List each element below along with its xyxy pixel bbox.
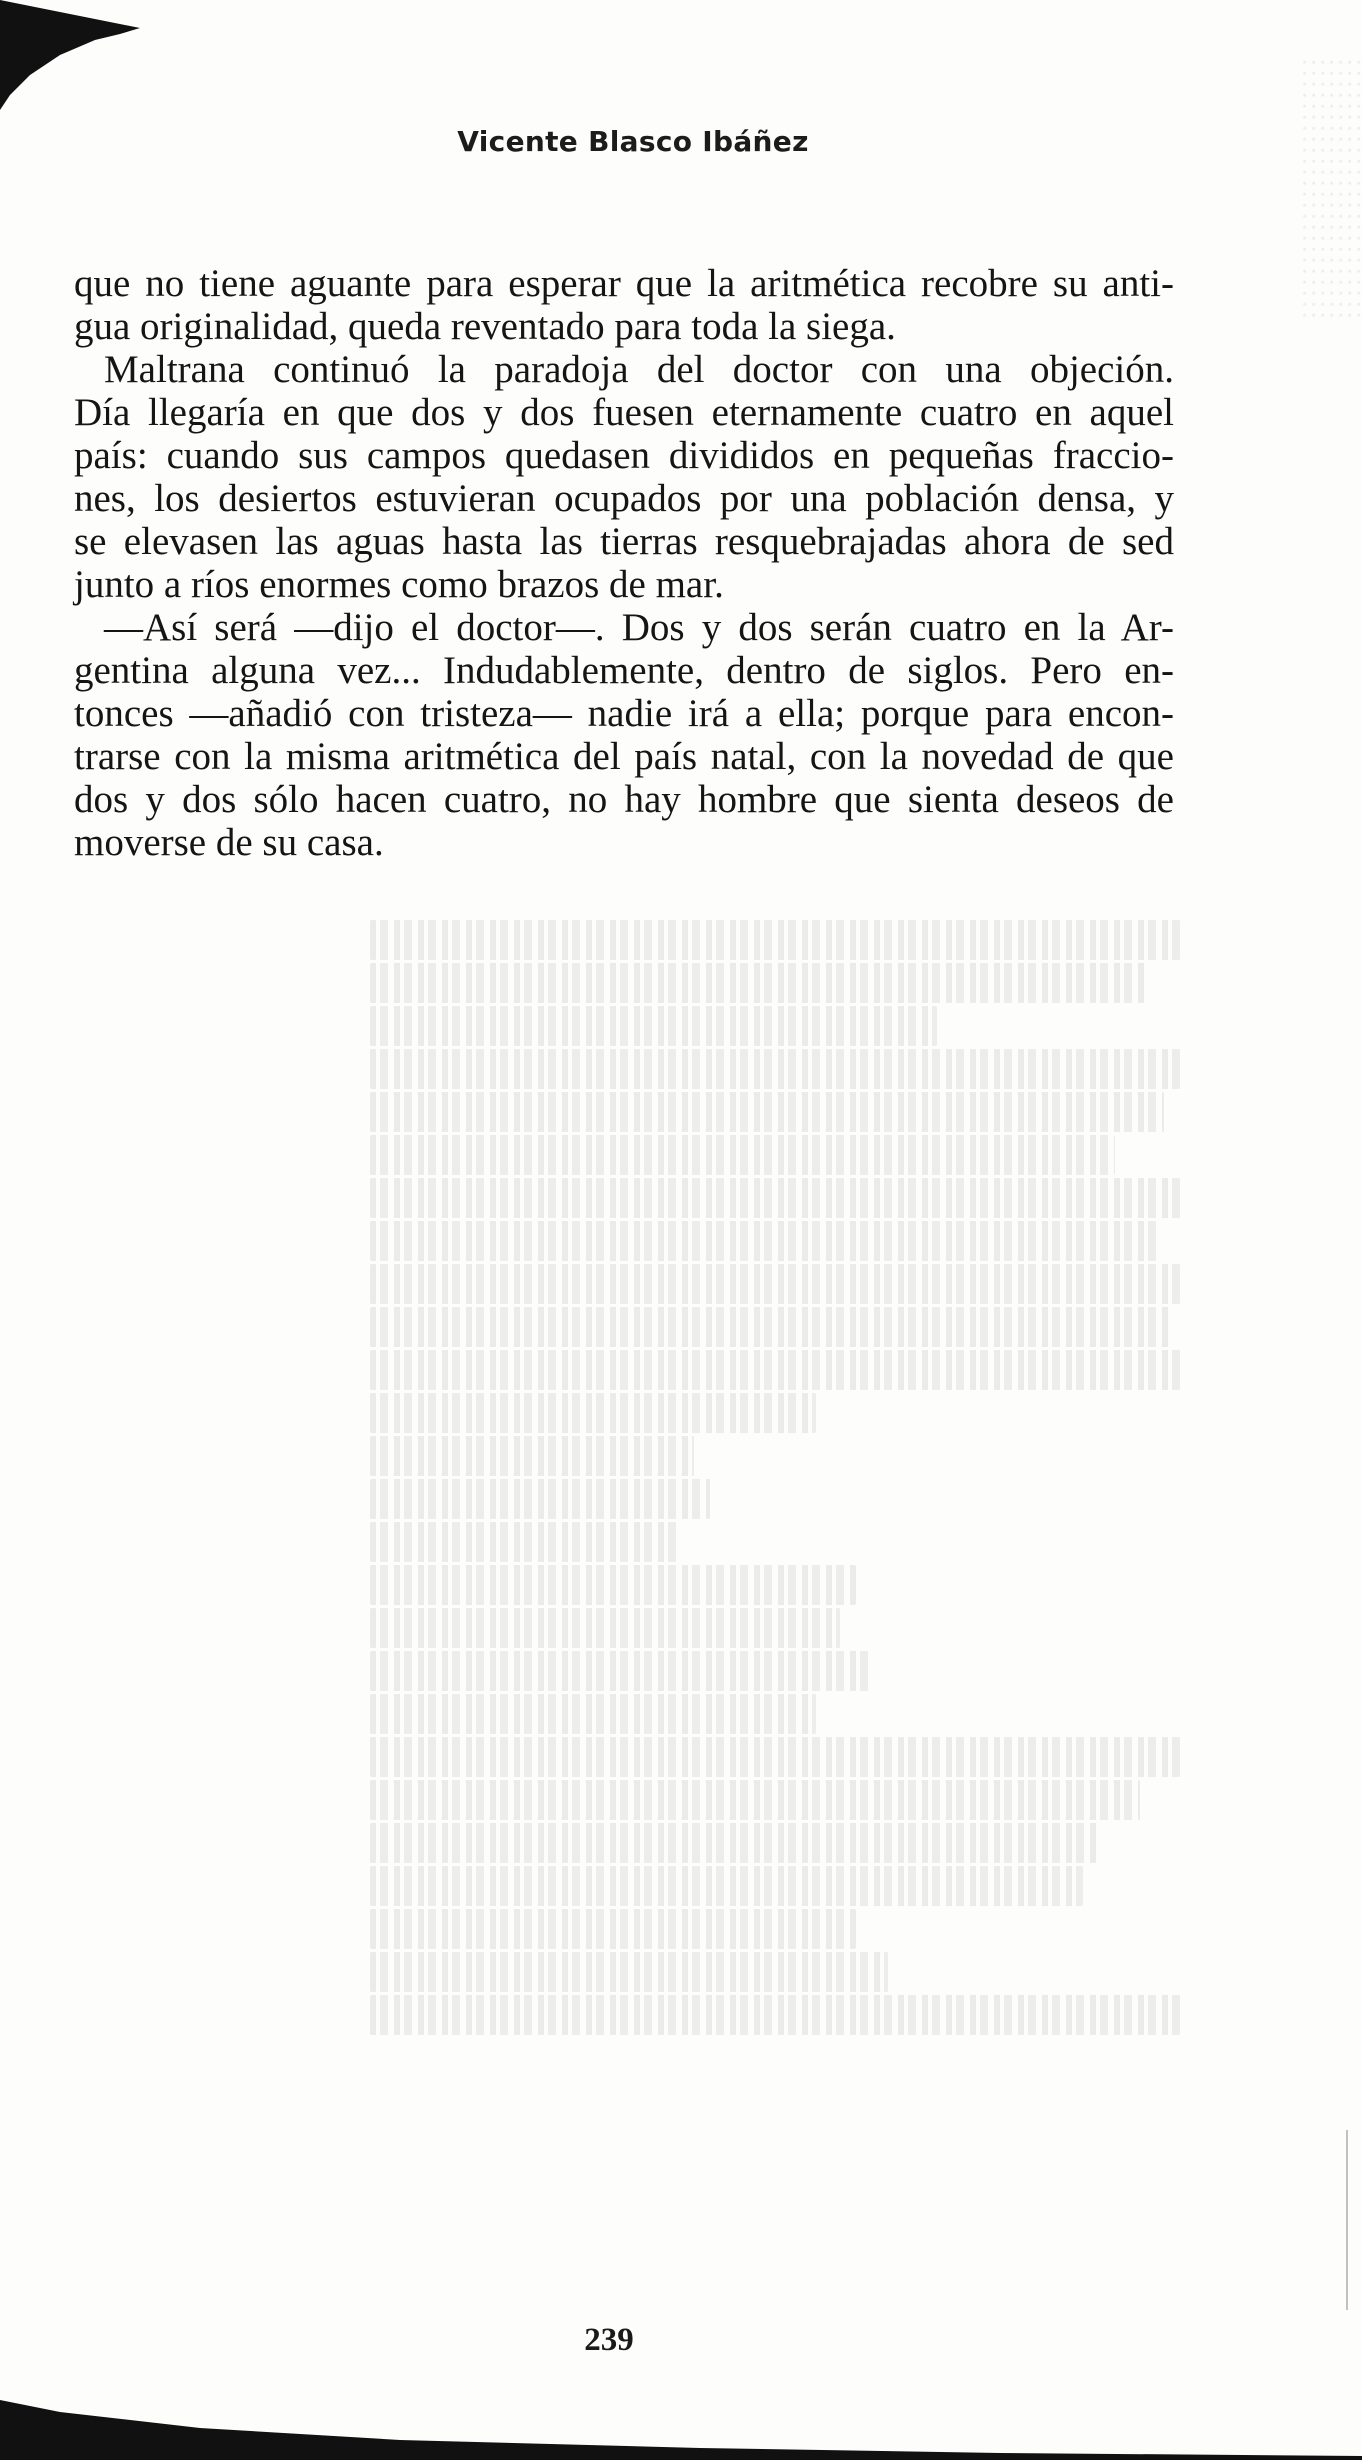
text-line: moverse de su casa.	[74, 821, 384, 864]
bleed-through-text	[370, 920, 1180, 2050]
text-line: se elevasen las aguas hasta las tierras resquebrajadas ahora de sed	[74, 520, 1174, 563]
page-number	[0, 2322, 1362, 2359]
text-line: dos y dos sólo hacen cuatro, no hay hombre que sienta deseos de	[74, 778, 1174, 821]
author-name: Vicente Blasco Ibáñez	[457, 125, 809, 158]
text-line: Maltrana continuó la paradoja del doctor con una objeción.	[104, 348, 1174, 391]
text-line: que no tiene aguante para esperar que la aritmética recobre su anti-	[74, 262, 1174, 305]
scan-speckles	[1302, 60, 1362, 320]
scan-edge-line	[1346, 2130, 1348, 2310]
text-line: trarse con la misma aritmética del país natal, con la novedad de que	[74, 735, 1174, 778]
body-text	[74, 262, 1174, 864]
scan-corner-shadow	[0, 0, 140, 110]
text-line: gentina alguna vez... Indudablemente, dentro de siglos. Pero en-	[74, 649, 1174, 692]
text-line: país: cuando sus campos quedasen divididos en pequeñas fraccio-	[74, 434, 1174, 477]
running-head	[0, 125, 1362, 158]
scan-bottom-shadow	[0, 2370, 1362, 2460]
page-number-label: 239	[584, 2322, 634, 2358]
text-line: gua originalidad, queda reventado para toda la siega.	[74, 305, 896, 348]
text-line: nes, los desiertos estuvieran ocupados por una población densa, y	[74, 477, 1174, 520]
text-line: Día llegaría en que dos y dos fuesen eternamente cuatro en aquel	[74, 391, 1174, 434]
text-line: —Así será —dijo el doctor—. Dos y dos serán cuatro en la Ar-	[104, 606, 1174, 649]
text-line: tonces —añadió con tristeza— nadie irá a ella; porque para encon-	[74, 692, 1174, 735]
text-line: junto a ríos enormes como brazos de mar.	[74, 563, 724, 606]
